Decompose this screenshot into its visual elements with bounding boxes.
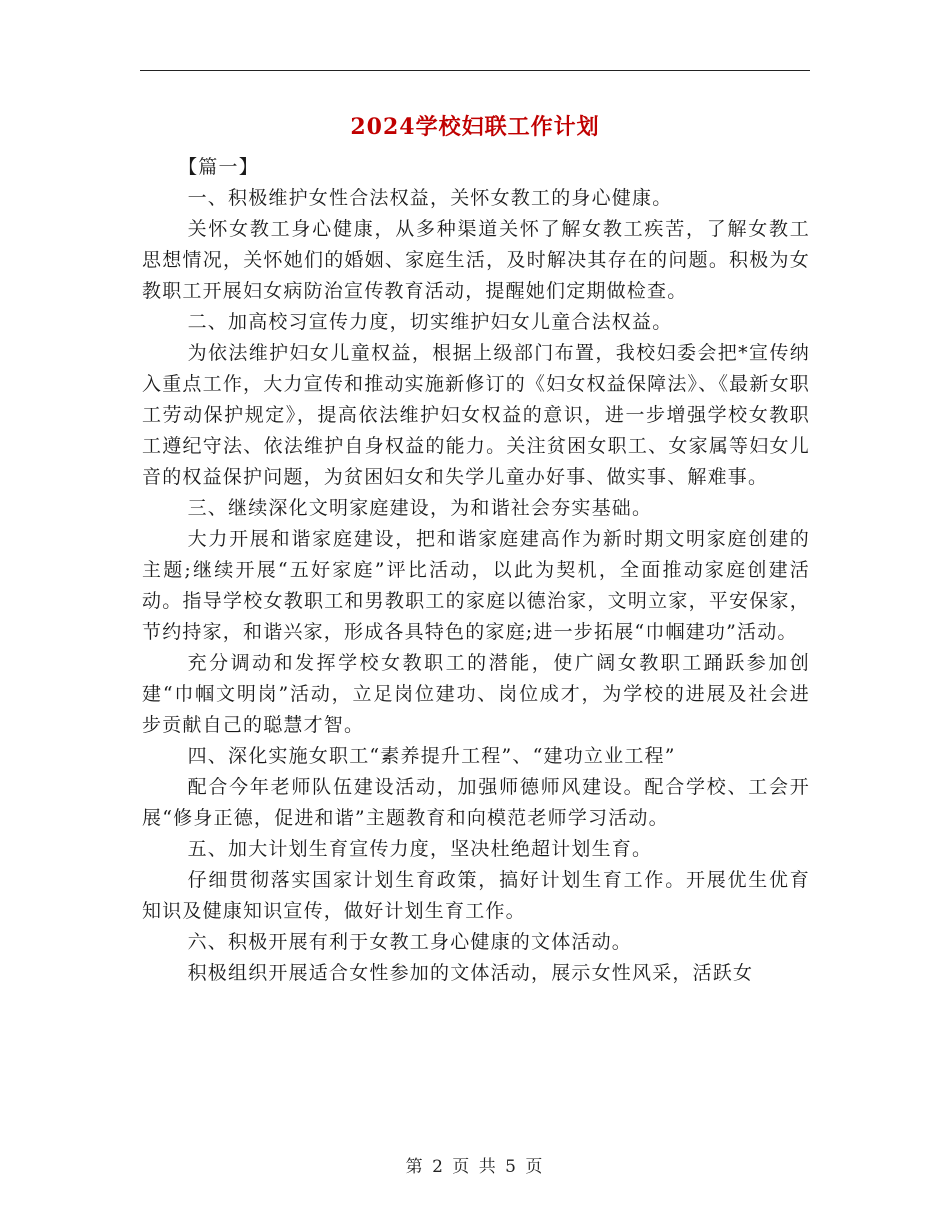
header-rule <box>140 70 810 71</box>
heading-5: 五、加大计划生育宣传力度，坚决杜绝超计划生育。 <box>187 838 653 860</box>
heading-2: 二、加高校习宣传力度，切实维护妇女儿童合法权益。 <box>187 311 673 333</box>
page-number: 第 2 页 共 5 页 <box>405 1157 545 1177</box>
paragraph: 积极组织开展适合女性参加的文体活动，展示女性风采，活跃女 <box>187 962 754 984</box>
heading-6: 六、积极开展有利于女教工身心健康的文体活动。 <box>187 931 632 953</box>
section-label: 【篇一】 <box>178 156 259 178</box>
paragraph: 仔细贯彻落实国家计划生育政策，搞好计划生育工作。开展优生优育知识及健康知识宣传，做好计划生育工作。 <box>142 869 810 922</box>
heading-1: 一、积极维护女性合法权益，关怀女教工的身心健康。 <box>187 187 673 209</box>
paragraph: 为依法维护妇女儿童权益，根据上级部门布置，我校妇委会把*宣传纳入重点工作，大力宣传和推动实施新修订的《妇女权益保障法》、《最新女职工劳动保护规定》，提高依法维护妇女权益的意识，进一步增强学校女教职工遵纪守法、依法维护自身权益的能力。关注贫困女职工、女家属等妇女儿音的权益保护问题，为贫困妇女和失学儿童办好事、做实事、解难事。 <box>142 342 810 488</box>
document-title: 2024学校妇联工作计划 <box>350 114 600 140</box>
heading-4: 四、深化实施女职工“素养提升工程”、“建功立业工程” <box>187 745 676 767</box>
paragraph: 配合今年老师队伍建设活动，加强师德师风建设。配合学校、工会开展“修身正德，促进和谐”主题教育和向模范老师学习活动。 <box>142 776 810 829</box>
document-body <box>142 152 810 989</box>
paragraph: 大力开展和谐家庭建设，把和谐家庭建高作为新时期文明家庭创建的主题;继续开展“五好家庭”评比活动，以此为契机，全面推动家庭创建活动。指导学校女教职工和男教职工的家庭以德治家，文明立家，平安保家，节约持家，和谐兴家，形成各具特色的家庭;进一步拓展“巾帼建功”活动。 <box>142 528 810 643</box>
paragraph: 充分调动和发挥学校女教职工的潜能，使广阔女教职工踊跃参加创建“巾帼文明岗”活动，立足岗位建功、岗位成才，为学校的进展及社会进步贡献自己的聪慧才智。 <box>142 652 810 736</box>
paragraph: 关怀女教工身心健康，从多种渠道关怀了解女教工疾苦，了解女教工思想情况，关怀她们的婚姻、家庭生活，及时解决其存在的问题。积极为女教职工开展妇女病防治宣传教育活动，提醒她们定期做检查。 <box>142 218 810 302</box>
heading-3: 三、继续深化文明家庭建设，为和谐社会夯实基础。 <box>187 497 653 519</box>
